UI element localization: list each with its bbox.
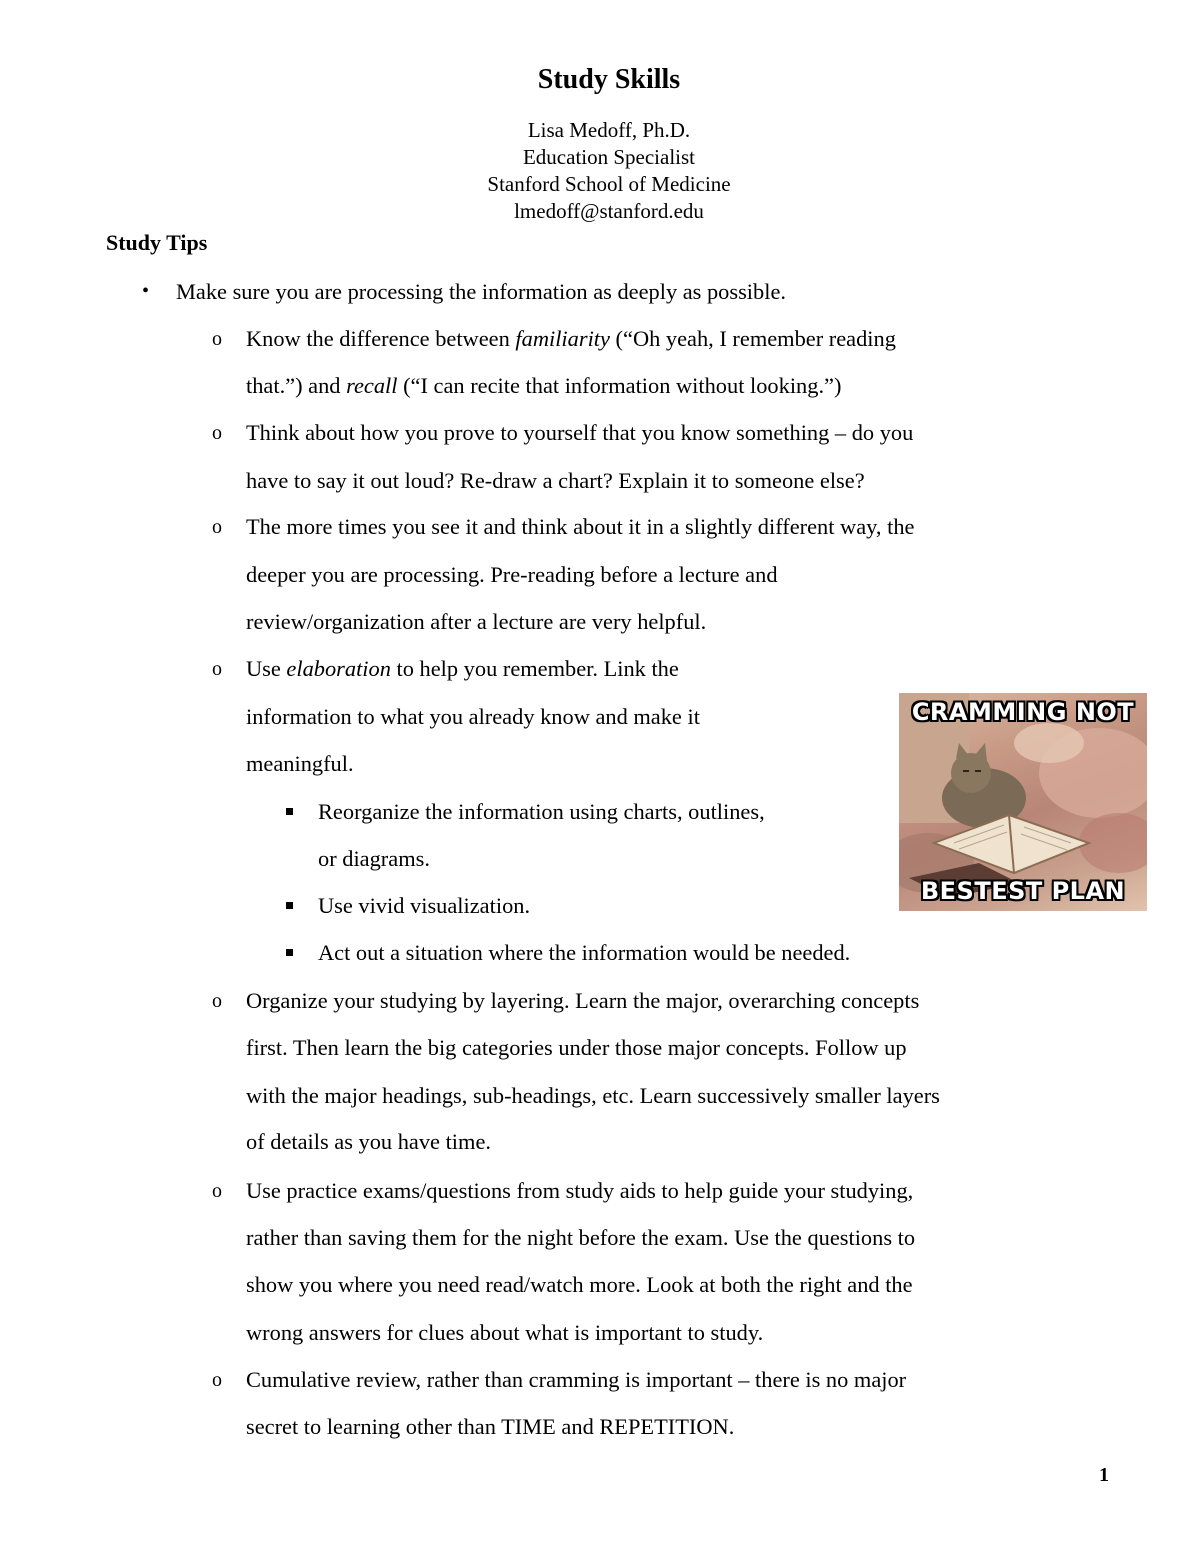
text-run: Know the difference between xyxy=(246,326,516,351)
list-item-practice-cont: wrong answers for clues about what is important to study. xyxy=(246,1320,764,1345)
sub-item-reorganize-cont: or diagrams. xyxy=(318,846,430,871)
meme-bottom-text: BESTEST PLAN xyxy=(920,877,1126,905)
list-item-more-times-cont: review/organization after a lecture are very helpful. xyxy=(246,609,707,634)
square-bullet-icon xyxy=(286,949,293,956)
list-item-prove-cont: have to say it out loud? Re-draw a chart? Explain it to someone else? xyxy=(246,468,865,493)
author-institution: Stanford School of Medicine xyxy=(487,172,731,196)
author-role: Education Specialist xyxy=(522,145,696,169)
list-item-practice: Use practice exams/questions from study aids to help guide your studying, xyxy=(246,1178,914,1203)
main-bullet-text: Make sure you are processing the information as deeply as possible. xyxy=(176,279,786,304)
text-run: (“I can recite that information without looking.”) xyxy=(397,373,842,398)
list-item-elaboration-cont: information to what you already know and make it xyxy=(246,704,700,729)
list-item-practice-cont: show you where you need read/watch more. Look at both the right and the xyxy=(246,1272,913,1297)
circle-bullet-icon: o xyxy=(212,328,222,350)
text-run: that.”) and xyxy=(246,373,347,398)
author-name: Lisa Medoff, Ph.D. xyxy=(527,118,691,142)
list-item-layering-cont: of details as you have time. xyxy=(246,1129,491,1154)
circle-bullet-icon: o xyxy=(212,1180,222,1202)
meme-image xyxy=(899,693,1147,911)
sub-item-reorganize: Reorganize the information using charts, outlines, xyxy=(318,799,765,824)
meme-top-text: CRAMMING NOT xyxy=(911,698,1135,726)
author-email: lmedoff@stanford.edu xyxy=(514,199,704,223)
list-item-elaboration-cont: meaningful. xyxy=(246,751,354,776)
section-heading: Study Tips xyxy=(106,230,208,255)
list-item-cumulative-cont: secret to learning other than TIME and REPETITION. xyxy=(246,1414,735,1439)
list-item-more-times: The more times you see it and think about it in a slightly different way, the xyxy=(246,514,915,539)
list-item-layering: Organize your studying by layering. Learn the major, overarching concepts xyxy=(246,988,920,1013)
page-number: 1 xyxy=(1099,1464,1109,1486)
list-item-familiarity-cont xyxy=(246,372,841,400)
list-item-prove: Think about how you prove to yourself that you know something – do you xyxy=(246,420,914,445)
circle-bullet-icon: o xyxy=(212,1369,222,1391)
emphasis-recall: recall xyxy=(346,373,398,398)
sub-item-vivid: Use vivid visualization. xyxy=(318,893,531,918)
list-item-familiarity xyxy=(246,325,896,353)
list-item-elaboration xyxy=(246,655,679,683)
bullet-icon: • xyxy=(142,280,150,302)
emphasis-familiarity: familiarity xyxy=(515,326,610,351)
circle-bullet-icon: o xyxy=(212,990,222,1012)
text-run: to help you remember. Link the xyxy=(390,656,679,681)
quilt-pattern xyxy=(1014,723,1084,763)
list-item-more-times-cont: deeper you are processing. Pre-reading before a lecture and xyxy=(246,562,778,587)
list-item-layering-cont: with the major headings, sub-headings, etc. Learn successively smaller layers xyxy=(246,1083,940,1108)
list-item-cumulative: Cumulative review, rather than cramming is important – there is no major xyxy=(246,1367,907,1392)
page-title: Study Skills xyxy=(537,64,681,95)
square-bullet-icon xyxy=(286,902,293,909)
text-run: (“Oh yeah, I remember reading xyxy=(609,326,896,351)
circle-bullet-icon: o xyxy=(212,516,222,538)
circle-bullet-icon: o xyxy=(212,658,222,680)
sub-item-act-out: Act out a situation where the information would be needed. xyxy=(318,940,851,965)
circle-bullet-icon: o xyxy=(212,422,222,444)
list-item-practice-cont: rather than saving them for the night before the exam. Use the questions to xyxy=(246,1225,916,1250)
list-item-layering-cont: first. Then learn the big categories under those major concepts. Follow up xyxy=(246,1035,907,1060)
text-run: Use xyxy=(246,656,287,681)
emphasis-elaboration: elaboration xyxy=(286,656,391,681)
square-bullet-icon xyxy=(286,808,293,815)
